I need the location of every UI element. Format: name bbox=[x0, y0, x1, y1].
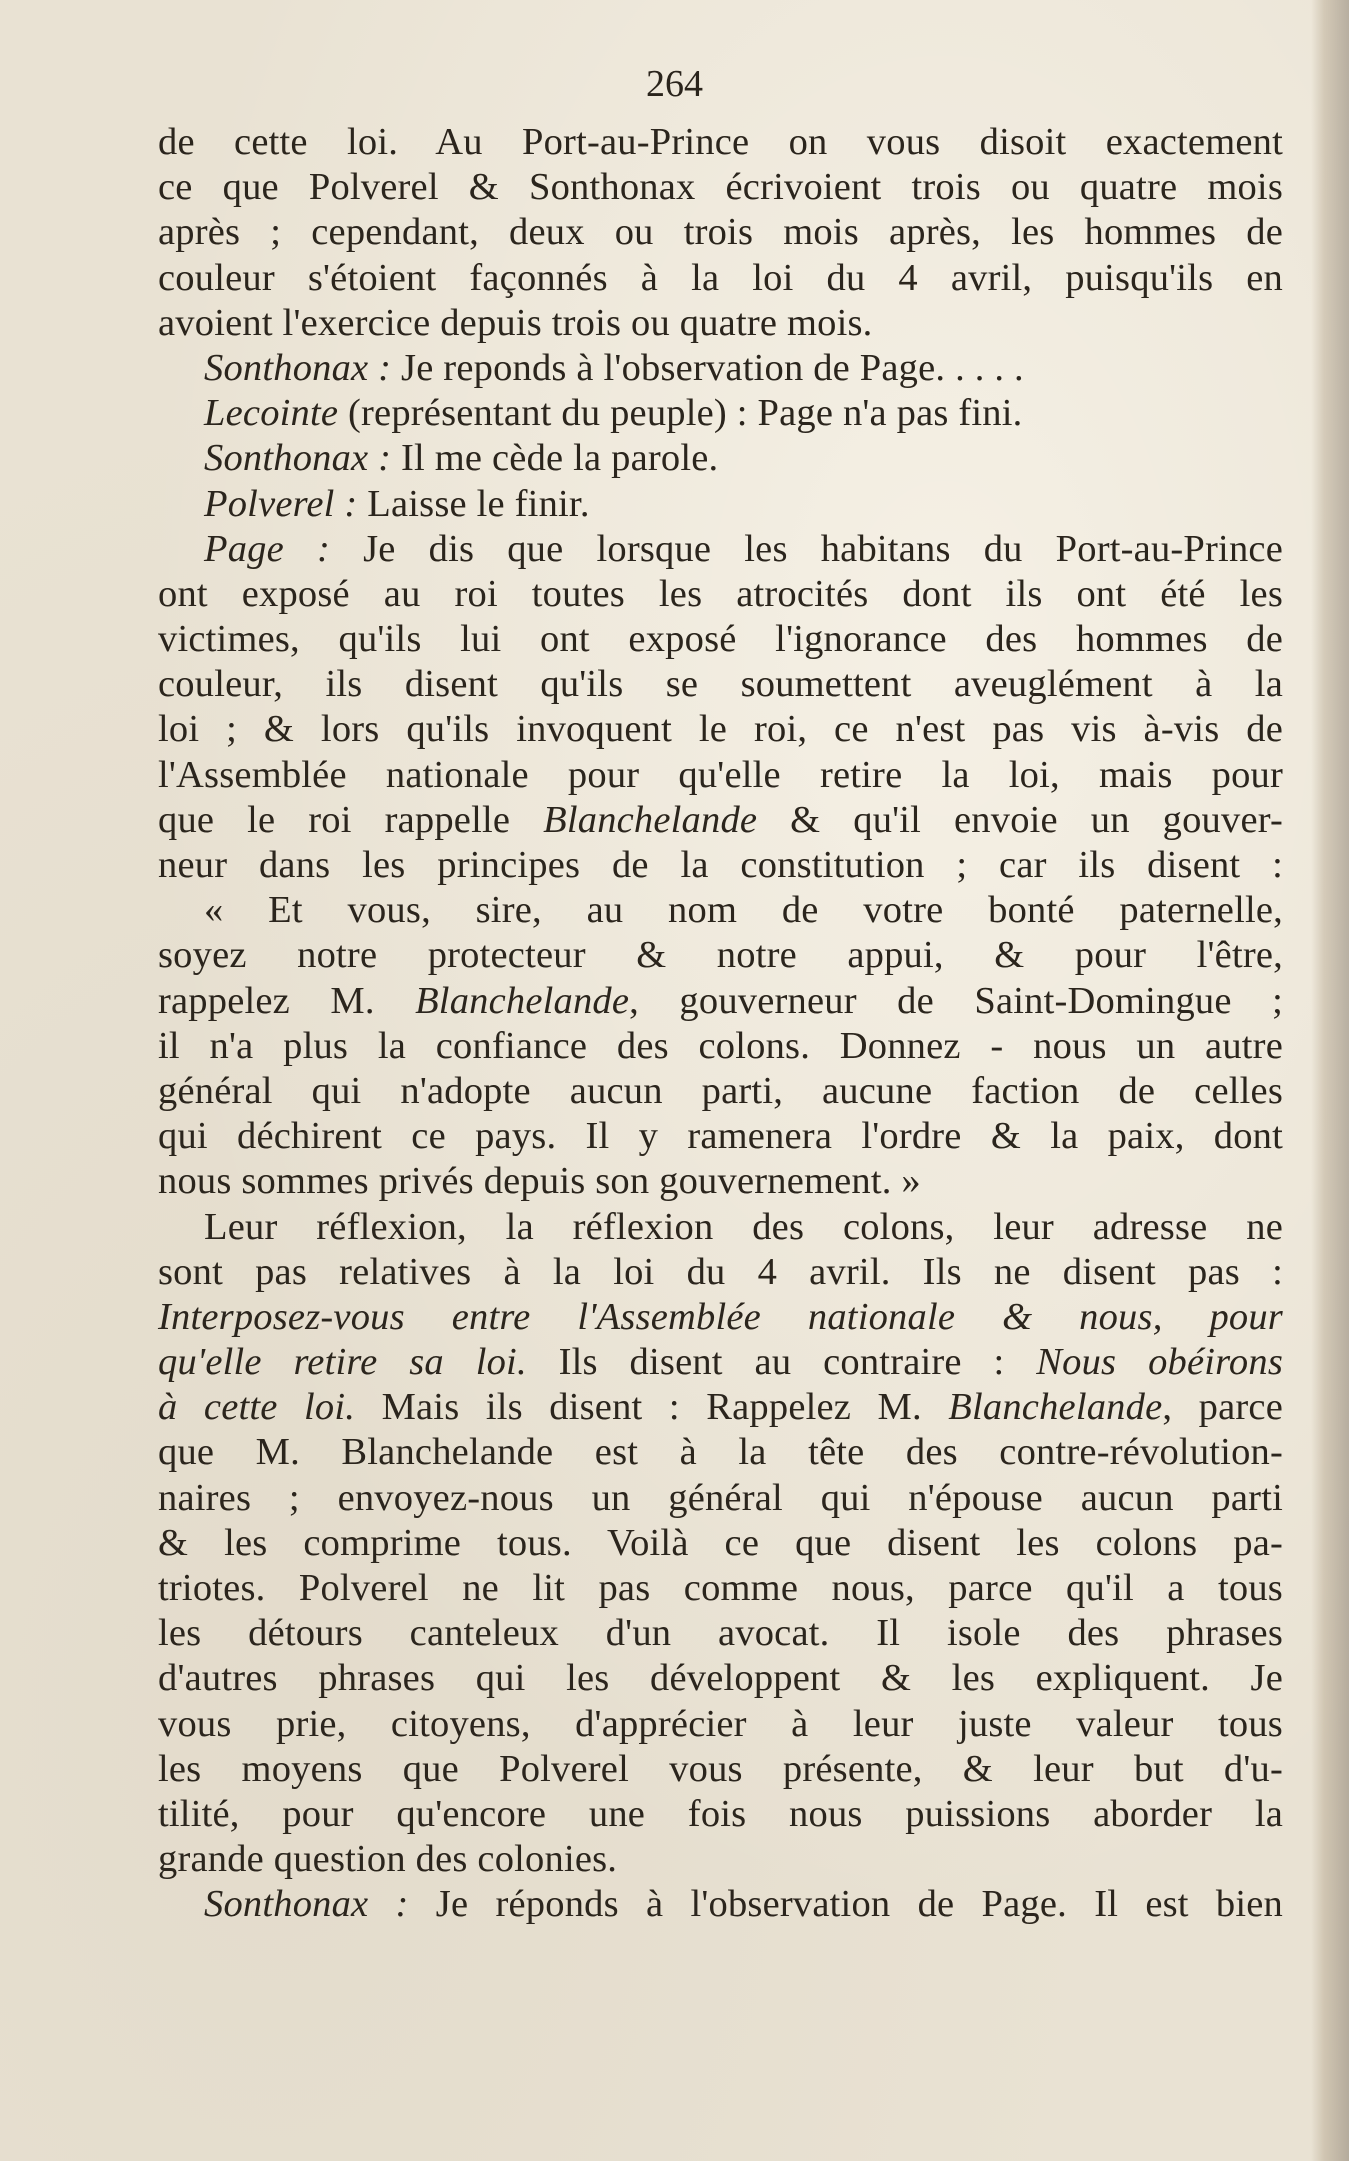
text-segment: après ; cependant, deux ou trois mois après, les hommes de bbox=[158, 211, 1283, 254]
text-segment: ce que Polverel & Sonthonax écrivoient trois ou quatre mois bbox=[158, 166, 1283, 209]
italic-text: Blanchelande bbox=[543, 798, 758, 841]
text-line bbox=[158, 301, 1283, 346]
text-segment: Mais ils disent : Rappelez M. bbox=[355, 1386, 949, 1429]
text-segment: soyez notre protecteur & notre appui, & pour l'être, bbox=[158, 934, 1283, 977]
text-line bbox=[158, 1069, 1283, 1114]
text-segment: couleur s'étoient façonnés à la loi du 4 avril, puisqu'ils en bbox=[158, 256, 1283, 299]
text-line bbox=[158, 1114, 1283, 1159]
text-segment: que le roi rappelle bbox=[158, 798, 544, 841]
text-line bbox=[158, 1792, 1283, 1837]
italic-text: Nous obéirons bbox=[1036, 1341, 1283, 1384]
italic-text: Interposez-vous entre l'Assemblée nationale & nous, pour bbox=[158, 1295, 1283, 1338]
text-segment: il n'a plus la confiance des colons. Donnez - nous un autre bbox=[158, 1024, 1283, 1067]
text-line bbox=[158, 1747, 1283, 1792]
text-line bbox=[158, 1611, 1283, 1656]
text-segment: d'autres phrases qui les développent & les expliquent. Je bbox=[158, 1657, 1283, 1700]
text-line bbox=[158, 1837, 1283, 1882]
text-segment: « Et vous, sire, au nom de votre bonté paternelle, bbox=[204, 889, 1283, 932]
text-segment: Il me cède la parole. bbox=[391, 437, 719, 480]
body-text bbox=[158, 120, 1283, 1928]
text-line bbox=[158, 707, 1283, 752]
text-line bbox=[158, 1702, 1283, 1747]
text-line bbox=[158, 256, 1283, 301]
text-line bbox=[158, 888, 1283, 933]
text-segment: , parce bbox=[1162, 1386, 1283, 1429]
text-segment: qui déchirent ce pays. Il y ramenera l'ordre & la paix, dont bbox=[158, 1115, 1283, 1158]
text-line bbox=[158, 346, 1283, 391]
text-line bbox=[158, 165, 1283, 210]
text-segment: général qui n'adopte aucun parti, aucune faction de celles bbox=[158, 1069, 1283, 1112]
text-segment: Je reponds à l'observation de Page. . . . . bbox=[391, 346, 1024, 389]
text-line bbox=[158, 391, 1283, 436]
italic-text: Sonthonax : bbox=[204, 437, 392, 480]
text-line bbox=[158, 1476, 1283, 1521]
text-line bbox=[158, 1205, 1283, 1250]
text-segment: Leur réflexion, la réflexion des colons, leur adresse ne bbox=[204, 1205, 1283, 1248]
italic-text: Lecointe bbox=[204, 392, 339, 435]
text-line bbox=[158, 210, 1283, 255]
text-line bbox=[158, 979, 1283, 1024]
text-line bbox=[158, 1340, 1283, 1385]
text-line bbox=[158, 617, 1283, 662]
italic-text: Blanchelande bbox=[415, 979, 630, 1022]
italic-text: à cette loi. bbox=[158, 1386, 356, 1429]
page-edge-shadow bbox=[1311, 0, 1349, 2161]
text-segment: neur dans les principes de la constitution ; car ils disent : bbox=[158, 844, 1283, 886]
text-line bbox=[158, 1024, 1283, 1069]
italic-text: Polverel : bbox=[204, 482, 358, 525]
text-line bbox=[158, 527, 1283, 572]
text-line bbox=[158, 120, 1283, 165]
text-segment: Ils disent au contraire : bbox=[526, 1341, 1037, 1384]
text-segment: que M. Blanchelande est à la tête des contre-révolution- bbox=[158, 1431, 1283, 1474]
text-line bbox=[158, 1430, 1283, 1475]
text-segment: vous prie, citoyens, d'apprécier à leur juste valeur tous bbox=[158, 1702, 1283, 1745]
text-segment: Je réponds à l'observation de Page. Il est bien bbox=[408, 1883, 1283, 1926]
italic-text: Sonthonax : bbox=[204, 346, 392, 389]
text-line bbox=[158, 1295, 1283, 1340]
italic-text: Page : bbox=[204, 527, 330, 570]
text-segment: l'Assemblée nationale pour qu'elle retire la loi, mais pour bbox=[158, 753, 1283, 796]
text-line bbox=[158, 1250, 1283, 1295]
text-line bbox=[158, 662, 1283, 707]
text-line bbox=[158, 753, 1283, 798]
text-line bbox=[158, 798, 1283, 843]
text-line bbox=[158, 1385, 1283, 1430]
text-segment: grande question des colonies. bbox=[158, 1838, 618, 1881]
text-segment: & qu'il envoie un gouver- bbox=[757, 798, 1284, 841]
text-line bbox=[158, 572, 1283, 617]
text-line bbox=[158, 933, 1283, 978]
text-line bbox=[158, 1521, 1283, 1566]
text-segment: les détours canteleux d'un avocat. Il isole des phrases bbox=[158, 1612, 1283, 1655]
text-segment: Je dis que lorsque les habitans du Port-au-Prince bbox=[330, 527, 1283, 570]
text-segment: avoient l'exercice depuis trois ou quatre mois. bbox=[158, 301, 873, 344]
text-line bbox=[158, 1656, 1283, 1701]
text-line bbox=[158, 1159, 1283, 1204]
text-segment: sont pas relatives à la loi du 4 avril. Ils ne disent pas : bbox=[158, 1250, 1283, 1293]
italic-text: Sonthonax : bbox=[204, 1883, 409, 1926]
text-segment: (représentant du peuple) : Page n'a pas fini. bbox=[338, 392, 1023, 435]
italic-text: qu'elle retire sa loi. bbox=[158, 1341, 527, 1384]
text-segment: Laisse le finir. bbox=[357, 482, 590, 525]
text-segment: ont exposé au roi toutes les atrocités dont ils ont été les bbox=[158, 572, 1283, 615]
text-line bbox=[158, 1566, 1283, 1611]
text-segment: & les comprime tous. Voilà ce que disent les colons pa- bbox=[158, 1521, 1283, 1564]
text-line bbox=[158, 1882, 1283, 1927]
text-segment: loi ; & lors qu'ils invoquent le roi, ce n'est pas vis à-vis de bbox=[158, 708, 1283, 751]
text-segment: tilité, pour qu'encore une fois nous puissions aborder la bbox=[158, 1792, 1283, 1835]
text-segment: triotes. Polverel ne lit pas comme nous, parce qu'il a tous bbox=[158, 1567, 1283, 1609]
text-segment: rappelez M. bbox=[158, 979, 416, 1022]
text-segment: les moyens que Polverel vous présente, & leur but d'u- bbox=[158, 1747, 1283, 1790]
text-segment: victimes, qu'ils lui ont exposé l'ignorance des hommes de bbox=[158, 618, 1283, 661]
text-segment: nous sommes privés depuis son gouvernement. » bbox=[158, 1160, 921, 1203]
text-line bbox=[158, 843, 1283, 888]
italic-text: Blanchelande bbox=[948, 1386, 1163, 1429]
text-segment: couleur, ils disent qu'ils se soumettent aveuglément à la bbox=[158, 663, 1283, 706]
text-segment: naires ; envoyez-nous un général qui n'épouse aucun parti bbox=[158, 1476, 1283, 1519]
text-segment: , gouverneur de Saint-Domingue ; bbox=[629, 979, 1283, 1022]
text-line bbox=[158, 436, 1283, 481]
text-segment: de cette loi. Au Port-au-Prince on vous disoit exactement bbox=[158, 121, 1283, 163]
text-line bbox=[158, 482, 1283, 527]
page-number: 264 bbox=[646, 63, 703, 105]
